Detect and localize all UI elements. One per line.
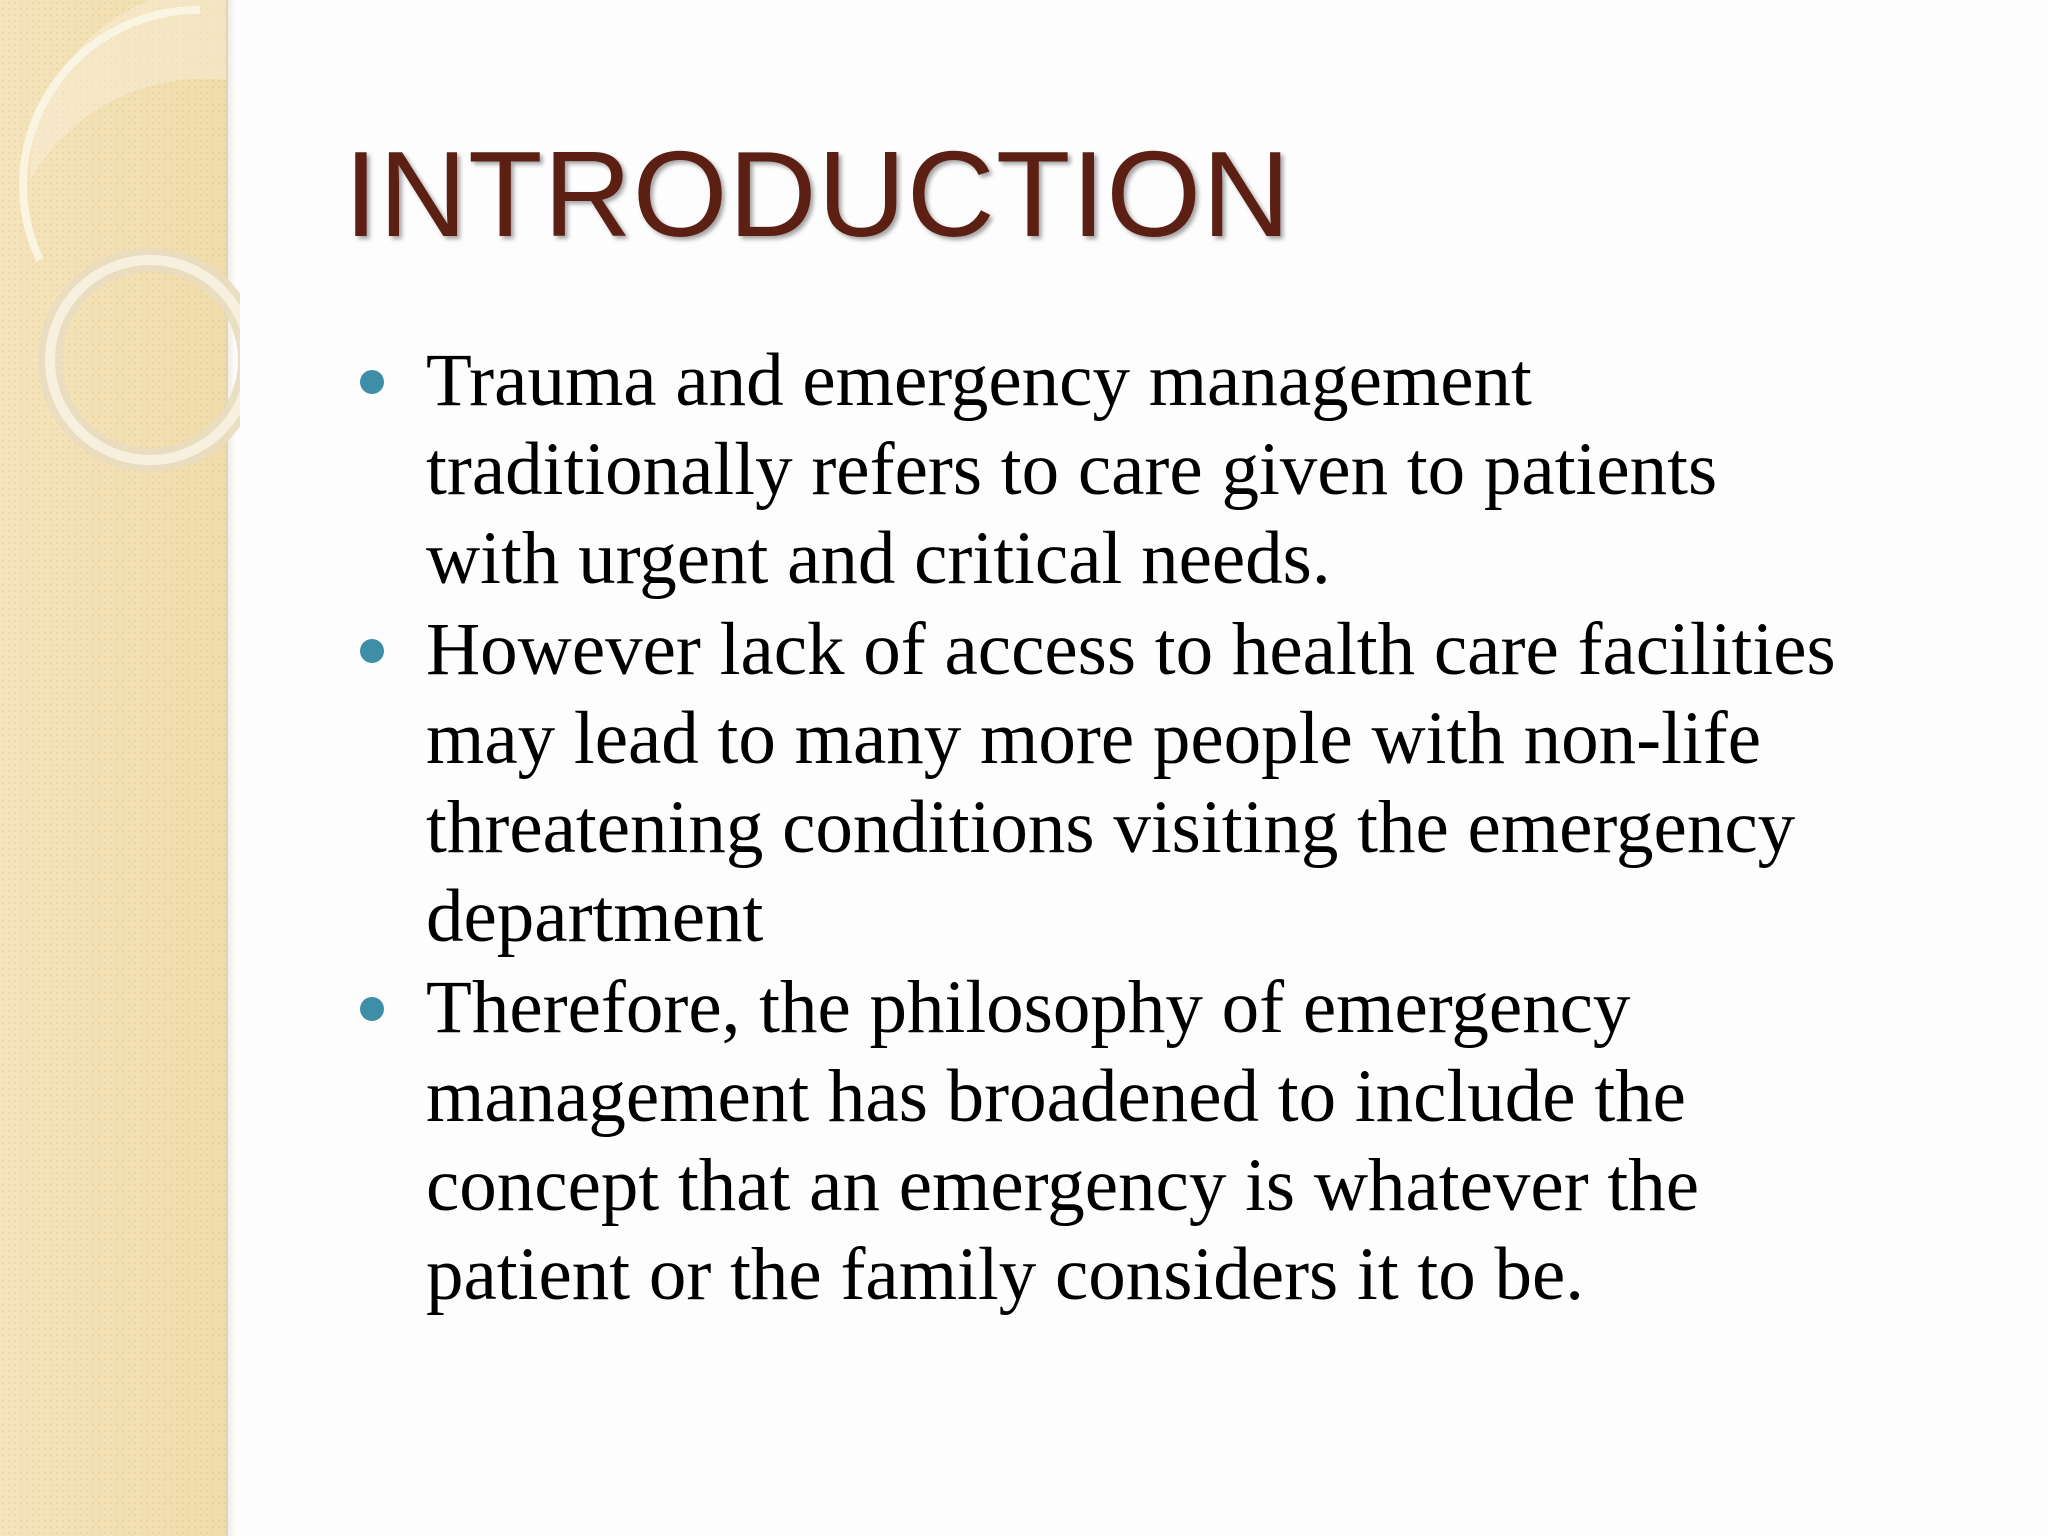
- bullet-line: department: [426, 875, 764, 958]
- bullet-line: with urgent and critical needs.: [426, 517, 1331, 600]
- bullet-dot-icon: [360, 370, 384, 394]
- bullet-item: [360, 605, 2000, 961]
- bullet-line: management has broadened to include the: [426, 1055, 1686, 1138]
- bullet-dot-icon: [360, 639, 384, 663]
- decorative-rings: [0, 0, 240, 520]
- bullet-dot-icon: [360, 997, 384, 1021]
- bullet-line: threatening conditions visiting the emergency: [426, 786, 1796, 869]
- bullet-line: Trauma and emergency management: [426, 339, 1532, 422]
- bullet-line: However lack of access to health care facilities: [426, 608, 1836, 691]
- bullet-item: [360, 963, 2000, 1319]
- bullet-line: concept that an emergency is whatever the: [426, 1144, 1700, 1227]
- bullet-line: may lead to many more people with non-life: [426, 697, 1762, 780]
- slide-title: INTRODUCTION: [344, 126, 1292, 262]
- bullet-line: Therefore, the philosophy of emergency: [426, 966, 1631, 1049]
- bullet-line: traditionally refers to care given to patients: [426, 428, 1718, 511]
- bullet-item: [360, 336, 2000, 603]
- bullet-list: [360, 336, 2000, 1319]
- bullet-line: patient or the family considers it to be.: [426, 1233, 1585, 1316]
